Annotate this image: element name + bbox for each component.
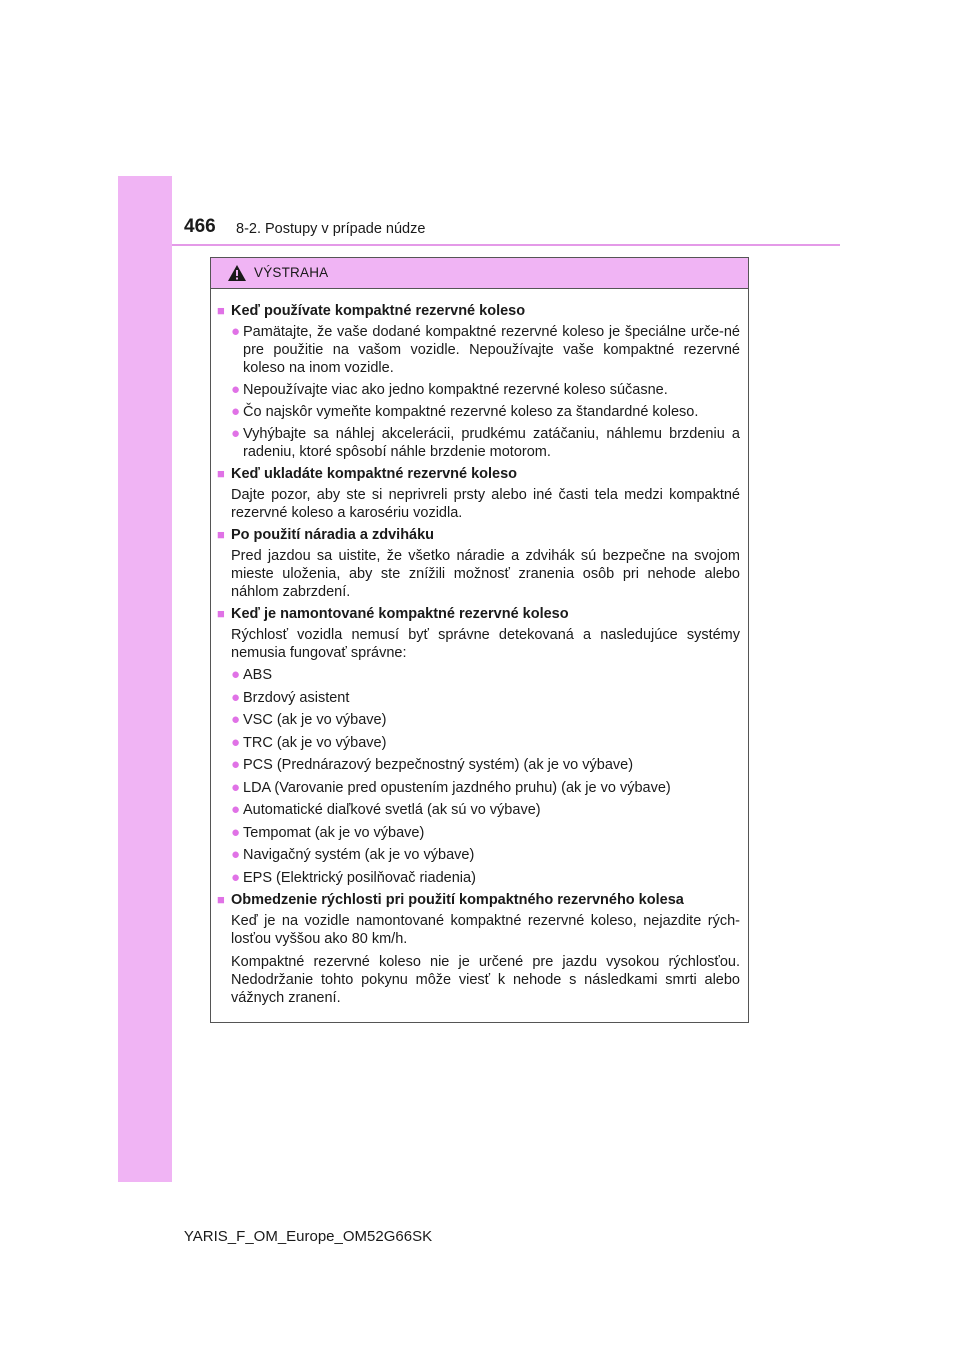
list-item: ● TRC (ak je vo výbave) xyxy=(231,733,387,751)
section-text: Pred jazdou sa uistite, že všetko náradie a zdvihák sú bezpečne na svojom mieste uloženia, aby ste znížili možnosť zranenia osôb pri nehode alebo náhlom zabrzdení. xyxy=(231,548,740,600)
list-item: ● ABS xyxy=(231,666,273,683)
round-bullet-icon: ● xyxy=(231,711,241,728)
round-bullet-icon: ● xyxy=(231,403,241,420)
list-item: ● Pamätajte, že vaše dodané kompaktné rezervné koleso je špeciálne urče-né pre použitie na vašom vozidle. Nepoužívajte vaše kompaktné rezervné koleso na inom vozidle. xyxy=(231,323,740,376)
round-bullet-icon: ● xyxy=(231,868,241,886)
list-item: ● Čo najskôr vymeňte kompaktné rezervné koleso za štandardné koleso. xyxy=(231,403,699,420)
round-bullet-icon: ● xyxy=(231,323,241,340)
round-bullet-icon: ● xyxy=(231,801,241,818)
round-bullet-icon: ● xyxy=(231,778,241,796)
list-item: ● Nepoužívajte viac ako jedno kompaktné rezervné koleso súčasne. xyxy=(231,381,668,398)
warning-box xyxy=(210,257,749,1023)
list-item: ● Navigačný systém (ak je vo výbave) xyxy=(231,846,475,863)
section-text: Kompaktné rezervné koleso nie je určené pre jazdu vysokou rýchlosťou. Nedodržanie tohto pokynu môže viesť k nehode s následkami smrti alebo vážnych zranení. xyxy=(231,954,740,1006)
square-marker-icon: ■ xyxy=(217,466,225,481)
chapter-sidebar-tab xyxy=(118,176,172,1182)
header-rule xyxy=(172,244,840,246)
section-heading: ■ Keď používate kompaktné rezervné koleso xyxy=(217,303,526,319)
round-bullet-icon: ● xyxy=(231,733,241,751)
section-heading: ■ Obmedzenie rýchlosti pri použití kompaktného rezervného kolesa xyxy=(217,892,684,908)
warning-title: VÝSTRAHA xyxy=(254,265,329,280)
warning-triangle-icon xyxy=(227,264,247,282)
square-marker-icon: ■ xyxy=(217,303,225,318)
footer-document-code: YARIS_F_OM_Europe_OM52G66SK xyxy=(183,1228,433,1245)
list-item: ● Tempomat (ak je vo výbave) xyxy=(231,823,425,841)
affected-systems-list xyxy=(217,666,740,887)
warning-header xyxy=(211,258,748,289)
round-bullet-icon: ● xyxy=(231,756,241,773)
section-heading: ■ Keď je namontované kompaktné rezervné koleso xyxy=(217,606,569,622)
section-text: Rýchlosť vozidla nemusí byť správne detekovaná a nasledujúce systémy nemusia fungovať správne: xyxy=(231,627,740,661)
list-item: ● Brzdový asistent xyxy=(231,688,350,706)
page-number: 466 xyxy=(184,216,216,237)
round-bullet-icon: ● xyxy=(231,846,241,863)
square-marker-icon: ■ xyxy=(217,606,225,621)
square-marker-icon: ■ xyxy=(217,892,225,907)
list-item: ● LDA (Varovanie pred opustením jazdného pruhu) (ak je vo výbave) xyxy=(231,778,671,796)
section-text: Keď je na vozidle namontované kompaktné rezervné koleso, nejazdite rých-losťou vyššou ako 80 km/h. xyxy=(231,913,740,947)
list-item: ● EPS (Elektrický posilňovač riadenia) xyxy=(231,868,476,886)
warning-body xyxy=(211,289,748,1007)
list-item: ● Vyhýbajte sa náhlej akcelerácii, prudkému zatáčaniu, náhlemu brzdeniu a radeniu, ktoré spôsobí náhle brzdenie motorom. xyxy=(231,425,740,460)
section-text: Dajte pozor, aby ste si neprivreli prsty alebo iné časti tela medzi kompaktné rezervné koleso a karosériu vozidla. xyxy=(231,487,740,521)
round-bullet-icon: ● xyxy=(231,381,241,398)
round-bullet-icon: ● xyxy=(231,425,241,442)
round-bullet-icon: ● xyxy=(231,823,241,841)
list-item: ● Automatické diaľkové svetlá (ak sú vo výbave) xyxy=(231,801,541,818)
list-item: ● PCS (Prednárazový bezpečnostný systém) (ak je vo výbave) xyxy=(231,756,634,773)
round-bullet-icon: ● xyxy=(231,666,241,683)
round-bullet-icon: ● xyxy=(231,688,241,706)
section-heading: ■ Po použití náradia a zdviháku xyxy=(217,527,435,543)
section-heading: ■ Keď ukladáte kompaktné rezervné koleso xyxy=(217,466,518,482)
square-marker-icon: ■ xyxy=(217,527,225,542)
list-item: ● VSC (ak je vo výbave) xyxy=(231,711,387,728)
section-title: 8-2. Postupy v prípade núdze xyxy=(236,221,426,237)
